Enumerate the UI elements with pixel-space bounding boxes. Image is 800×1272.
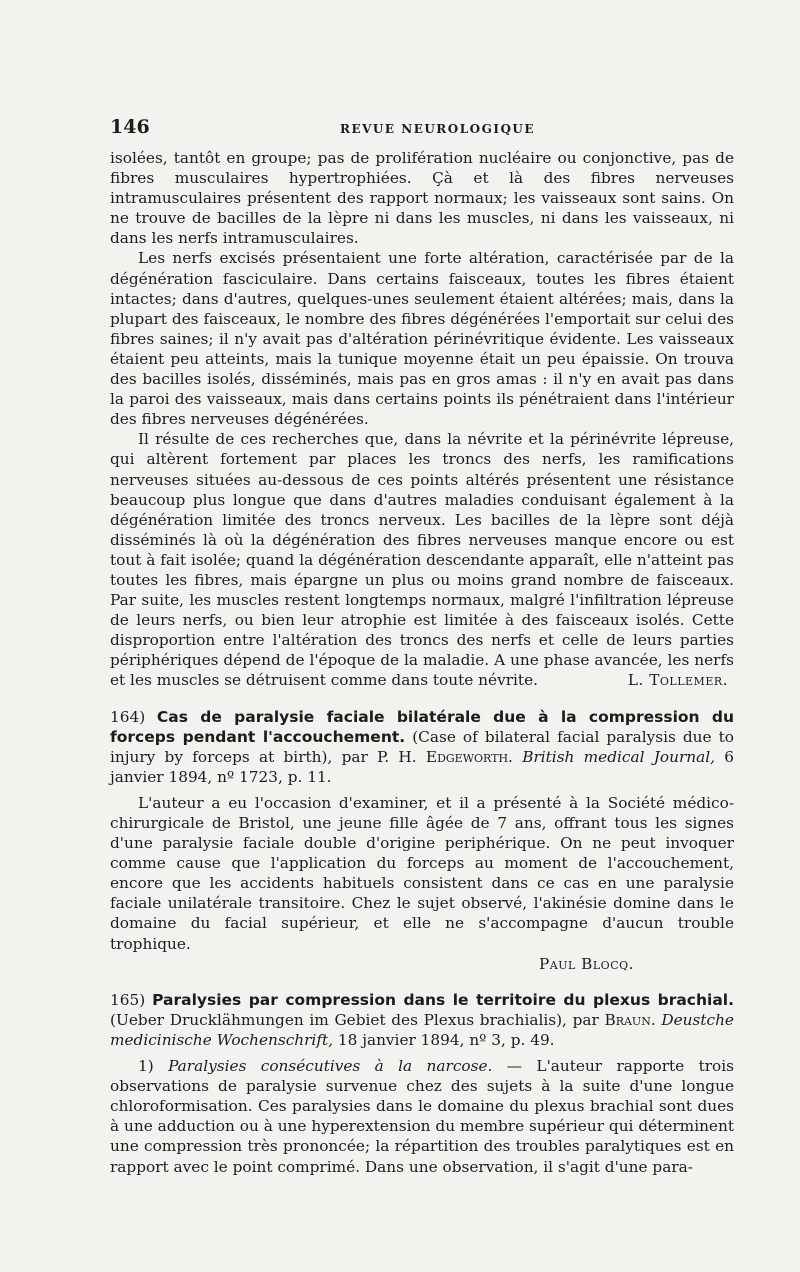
entry-165-heading — [110, 990, 734, 1050]
entry-165-subsection-1 — [110, 1056, 734, 1177]
entry-164-heading — [110, 707, 734, 787]
entry-165 — [110, 990, 734, 1177]
entry-165-sub1-label: 1) — [138, 1057, 154, 1076]
entry-164-body: L'auteur a eu l'occasion d'examiner, et il a présenté à la Société médico-chirurgicale de Bristol, une jeune fille âgée de 7 ans, offrant tous les signes d'une paralysie faciale double d'origine periphérique. On ne peut invoquer comme cause que l'application du forceps au moment de l'accouchement, encore que les accidents habituels consistent dans ce cas en une paralysie faciale unilatérale transitoire. Chez le sujet observé, l'akinésie domine dans le domaine du facial supérieur, et elle ne s'accompagne d'aucun trouble trophique. — [110, 793, 734, 953]
signature-blocq: Paul Blocq. — [538, 954, 634, 973]
entry-164-title: Cas de paralysie faciale bilatérale due à la compression du forceps pendant l'accouchement. — [110, 707, 734, 746]
running-head — [110, 116, 734, 140]
entry-165-citation: 18 janvier 1894, nº 3, p. 49. — [337, 1030, 555, 1049]
entry-164 — [110, 707, 734, 974]
entry-165-journal: Deustche medicinische Wochenschrift, — [110, 1010, 734, 1049]
journal-title: REVUE NEUROLOGIQUE — [340, 122, 536, 136]
paragraph-conclusion — [110, 429, 734, 690]
page-number: 146 — [110, 116, 150, 138]
signature-tollemer: L. Tollemer. — [627, 671, 728, 690]
entry-165-number: 165) — [110, 990, 146, 1009]
entry-164-journal: British medical Journal, — [522, 747, 715, 766]
entry-165-sub1-body: — L'auteur rapporte trois observations de paralysie survenue chez des sujets à la suite d'une longue chloroformisation. Ces paralysies dans le domaine du plexus brachial sont dues à une adduction ou à une hyperextension du membre supérieur qui déterminent une compression très prononcée; la répartition des troubles paralytiques est en rapport avec le point comprimé. Dans une observation, il s'agit d'une para- — [110, 1057, 734, 1176]
entry-164-author: Edgeworth. — [425, 747, 513, 766]
entry-164-number: 164) — [110, 707, 146, 726]
paragraph-continuation: isolées, tantôt en groupe; pas de prolifération nucléaire ou conjonctive, pas de fibres musculaires hypertrophiées. Çà et là des fibres nerveuses intramusculaires présentent des rapport normaux; les vaisseaux sont sains. On ne trouve de bacilles de la lèpre ni dans les muscles, ni dans les vaisseaux, ni dans les nerfs intramusculaires. — [110, 149, 734, 248]
entry-164-subtitle: (Case of bilateral facial paralysis due to injury by forceps at birth), par P. H. — [110, 727, 734, 766]
entry-165-title: Paralysies par compression dans le territoire du plexus brachial. — [152, 990, 734, 1009]
paragraph-nerves: Les nerfs excisés présentaient une forte altération, caractérisée par de la dégénération fasciculaire. Dans certains faisceaux, toutes les fibres étaient intactes; dans d'autres, quelques-unes seulement étaient altérées; mais, dans la plupart des faisceaux, le nombre des fibres dégénérées l'emportait sur celui des fibres saines; il n'y avait pas d'altération périnévritique évidente. Les vaisseaux étaient peu atteints, mais la tunique moyenne était un peu épaissie. On trouva des bacilles isolés, disséminés, mais pas en gros amas : il n'y en avait pas dans la paroi des vaisseaux, mais dans certains points ils pénétraient dans l'intérieur des fibres nerveuses dégénérées. — [110, 249, 734, 429]
entry-165-subtitle: (Ueber Drucklähmungen im Gebiet des Plexus brachialis), par — [110, 1010, 599, 1029]
paragraph-conclusion-text: Il résulte de ces recherches que, dans la névrite et la périnévrite lépreuse, qui altèrent fortement par places les troncs des nerfs, les ramifications nerveuses situées au-dessous de ces points altérés présentent une résistance beaucoup plus longue que dans d'autres maladies conduisant également à la dégénération limitée des troncs nerveux. Les bacilles de la lèpre sont déjà disséminés là où la dégénération des fibres nerveuses manque encore ou est tout à fait isolée; quand la dégénération descendante apparaît, elle n'atteint pas toutes les fibres, mais épargne un plus ou moins grand nombre de faisceaux. Par suite, les muscles restent longtemps normaux, malgré l'infiltration lépreuse de leurs nerfs, ou bien leur atrophie est limitée à des faisceaux isolés. Cette disproportion entre l'altération des troncs des nerfs et celle de leurs parties périphériques dépend de l'époque de la maladie. A une phase avancée, les nerfs et les muscles se détruisent comme dans toute névrite. — [110, 430, 734, 690]
entry-164-citation: 6 janvier 1894, nº 1723, p. 11. — [110, 747, 734, 786]
entry-165-sub1-title: Paralysies consécutives à la narcose. — [168, 1057, 493, 1076]
entry-165-author: Braun. — [604, 1010, 656, 1029]
